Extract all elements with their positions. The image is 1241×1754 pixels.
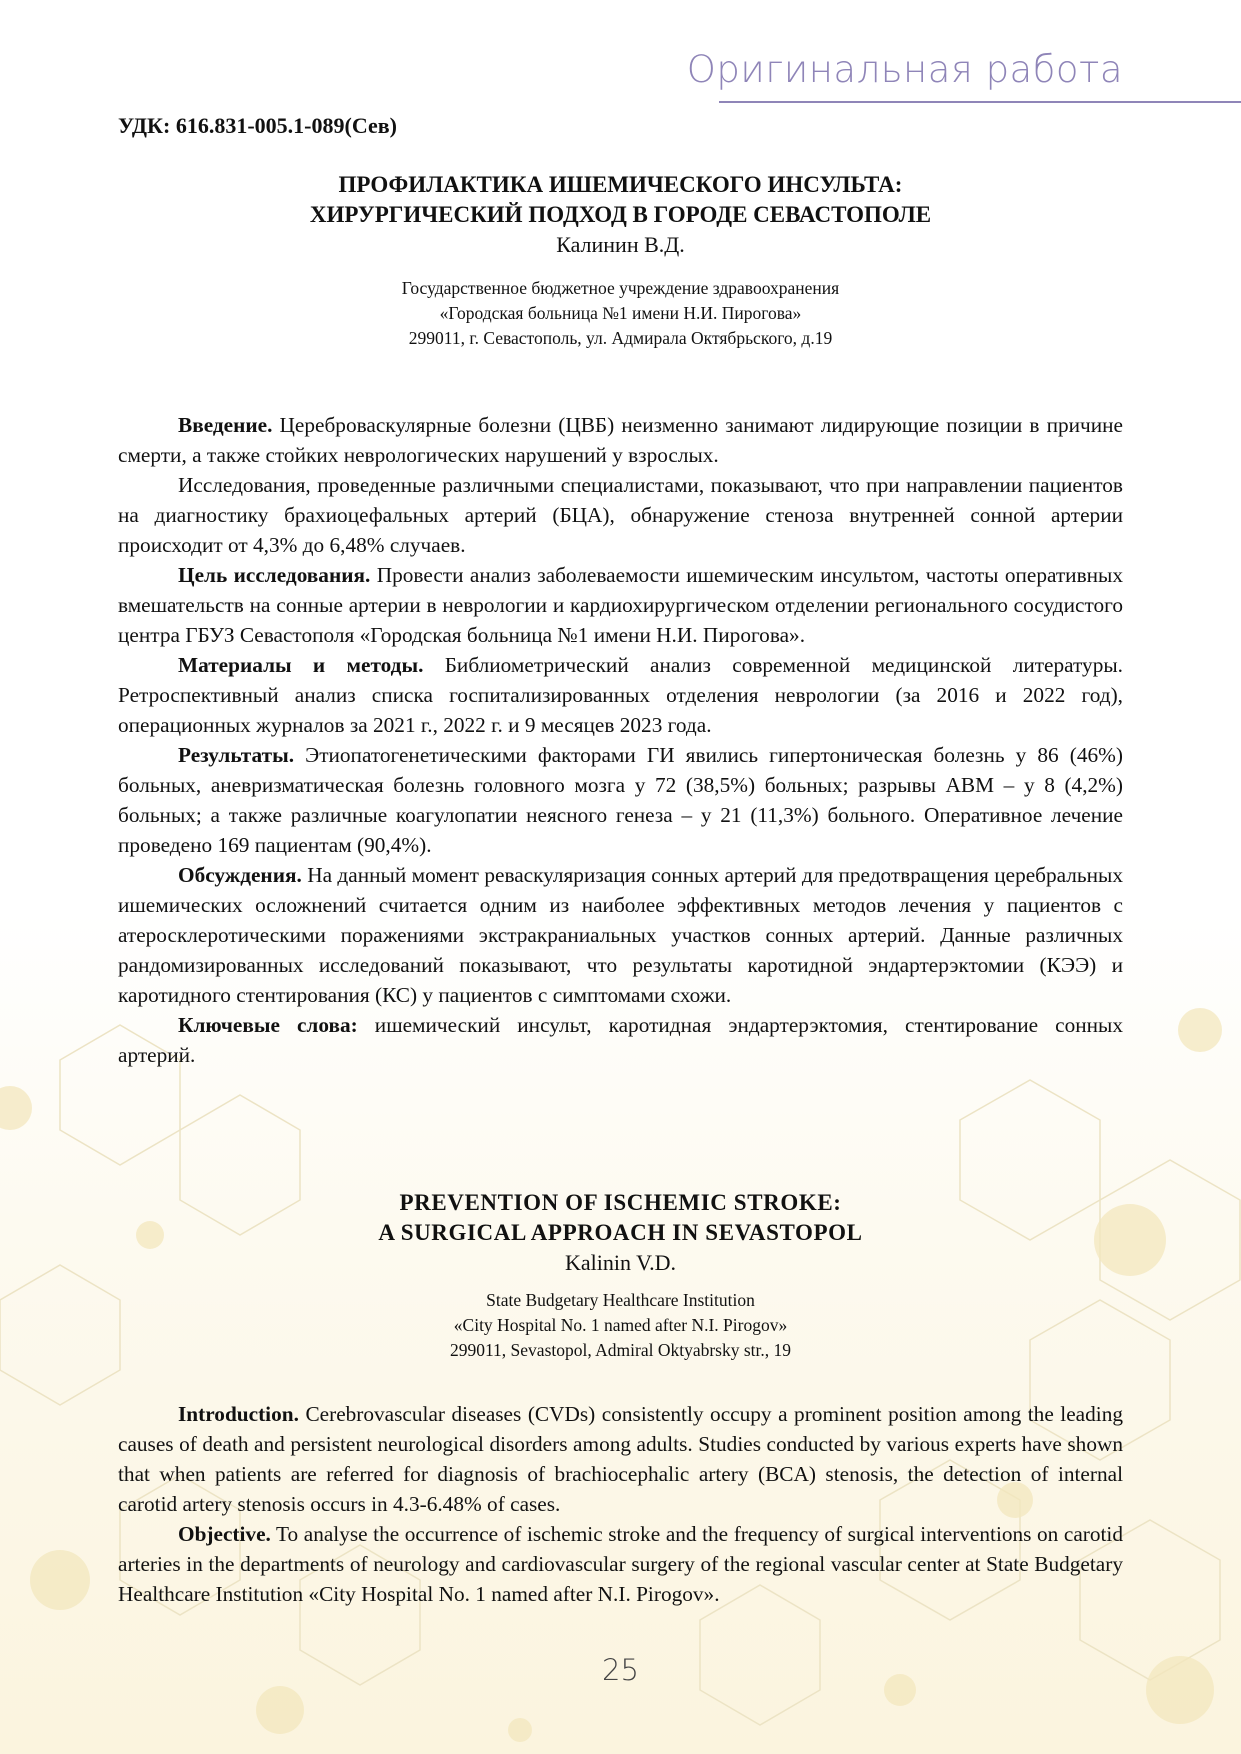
ru-paragraph-objective [118,560,1123,650]
ru-paragraph-introduction [118,410,1123,470]
en-abstract [118,1399,1123,1609]
paragraph-label: Introduction. [178,1402,299,1426]
paragraph-label: Ключевые слова: [178,1013,358,1037]
ru-paragraph-methods [118,650,1123,740]
ru-abstract [118,410,1123,1070]
ru-title-line1: ПРОФИЛАКТИКА ИШЕМИЧЕСКОГО ИНСУЛЬТА: [338,172,903,197]
paragraph-text: Этиопатогенетическими факторами ГИ явились гипертоническая болезнь у 86 (46%) больных, аневризматическая болезнь головного мозга у 72 (38,5%) больных; разрывы АВМ – у 8 (4,2%) больных; а также различные коагулопатии неясного генеза – у 21 (11,3%) больного. Оперативное лечение проведено 169 пациентам (90,4%). [118,743,1123,857]
paragraph-text: Библиометрический анализ современной медицинской литературы. Ретроспективный анализ списка госпитализированных отделения неврологии (за 2016 и 2022 год), операционных журналов за 2021 г., 2022 г. и 9 месяцев 2023 года. [118,653,1123,737]
ru-affiliation-line: «Городская больница №1 имени Н.И. Пирогова» [439,303,802,323]
en-affiliation [118,1288,1123,1363]
paragraph-text: Cerebrovascular diseases (CVDs) consistently occupy a prominent position among the leading causes of death and persistent neurological disorders among adults. Studies conducted by various experts have shown that when patients are referred for diagnosis of brachiocephalic artery (BCA) stenosis, the detection of internal carotid artery stenosis occurs in 4.3-6.48% of cases. [118,1402,1123,1516]
en-title-line1: PREVENTION OF ISCHEMIC STROKE: [399,1190,842,1215]
paragraph-text: Провести анализ заболеваемости ишемическим инсультом, частоты оперативных вмешательств на сонные артерии в неврологии и кардиохирургическом отделении регионального сосудистого центра ГБУЗ Севастополя «Городская больница №1 имени Н.И. Пирогова». [118,563,1123,647]
en-paragraph-objective [118,1519,1123,1609]
ru-paragraph-results [118,740,1123,860]
ru-affiliation [118,276,1123,351]
paragraph-label: Введение. [178,413,273,437]
ru-paragraph-studies [118,470,1123,560]
en-title-block [118,1188,1123,1363]
ru-affiliation-line: 299011, г. Севастополь, ул. Адмирала Октябрьского, д.19 [408,328,833,348]
en-title-line2: A SURGICAL APPROACH IN SEVASTOPOL [378,1220,863,1245]
ru-title-block [118,170,1123,351]
header-divider [719,101,1241,103]
en-author: Kalinin V.D. [564,1250,677,1275]
paragraph-text: На данный момент реваскуляризация сонных артерий для предотвращения церебральных ишемических осложнений считается одним из наиболее эффективных методов лечения у пациентов с атеросклеротическими поражениями экстракраниальных участков сонных артерий. Данные различных рандомизированных исследований показывают, что результаты каротидной эндартерэктомии (КЭЭ) и каротидного стентирования (КС) у пациентов с симптомами схожи. [118,863,1123,1007]
paragraph-label: Результаты. [178,743,295,767]
paragraph-text: Исследования, проведенные различными специалистами, показывают, что при направлении пациентов на диагностику брахиоцефальных артерий (БЦА), обнаружение стеноза внутренней сонной артерии происходит от 4,3% до 6,48% случаев. [118,473,1123,557]
paragraph-label: Objective. [178,1522,271,1546]
ru-paragraph-keywords [118,1010,1123,1070]
paragraph-text: Цереброваскулярные болезни (ЦВБ) неизменно занимают лидирующие позиции в причине смерти, а также стойких неврологических нарушений у взрослых. [118,413,1123,467]
paragraph-text: To analyse the occurrence of ischemic stroke and the frequency of surgical interventions on carotid arteries in the departments of neurology and cardiovascular surgery of the regional vascular center at State Budgetary Healthcare Institution «City Hospital No. 1 named after N.I. Pirogov». [118,1522,1123,1606]
page-number: 25 [602,1653,639,1687]
en-affiliation-line: State Budgetary Healthcare Institution [486,1290,755,1310]
en-affiliation-line: «City Hospital No. 1 named after N.I. Pirogov» [453,1315,788,1335]
ru-title-line2: ХИРУРГИЧЕСКИЙ ПОДХОД В ГОРОДЕ СЕВАСТОПОЛЕ [309,202,932,227]
paragraph-text: ишемический инсульт, каротидная эндартерэктомия, стентирование сонных артерий. [118,1013,1124,1067]
ru-author: Калинин В.Д. [556,232,685,257]
en-affiliation-line: 299011, Sevastopol, Admiral Oktyabrsky str., 19 [449,1340,792,1360]
en-paragraph-introduction [118,1399,1123,1519]
section-label: Оригинальная работа [686,48,1123,91]
ru-affiliation-line: Государственное бюджетное учреждение здравоохранения [401,278,840,298]
ru-paragraph-discussion [118,860,1123,1010]
paragraph-label: Материалы и методы. [178,653,424,677]
paragraph-label: Цель исследования. [178,563,371,587]
paragraph-label: Обсуждения. [178,863,302,887]
udc-code: УДК: 616.831-005.1-089(Сев) [118,113,397,138]
